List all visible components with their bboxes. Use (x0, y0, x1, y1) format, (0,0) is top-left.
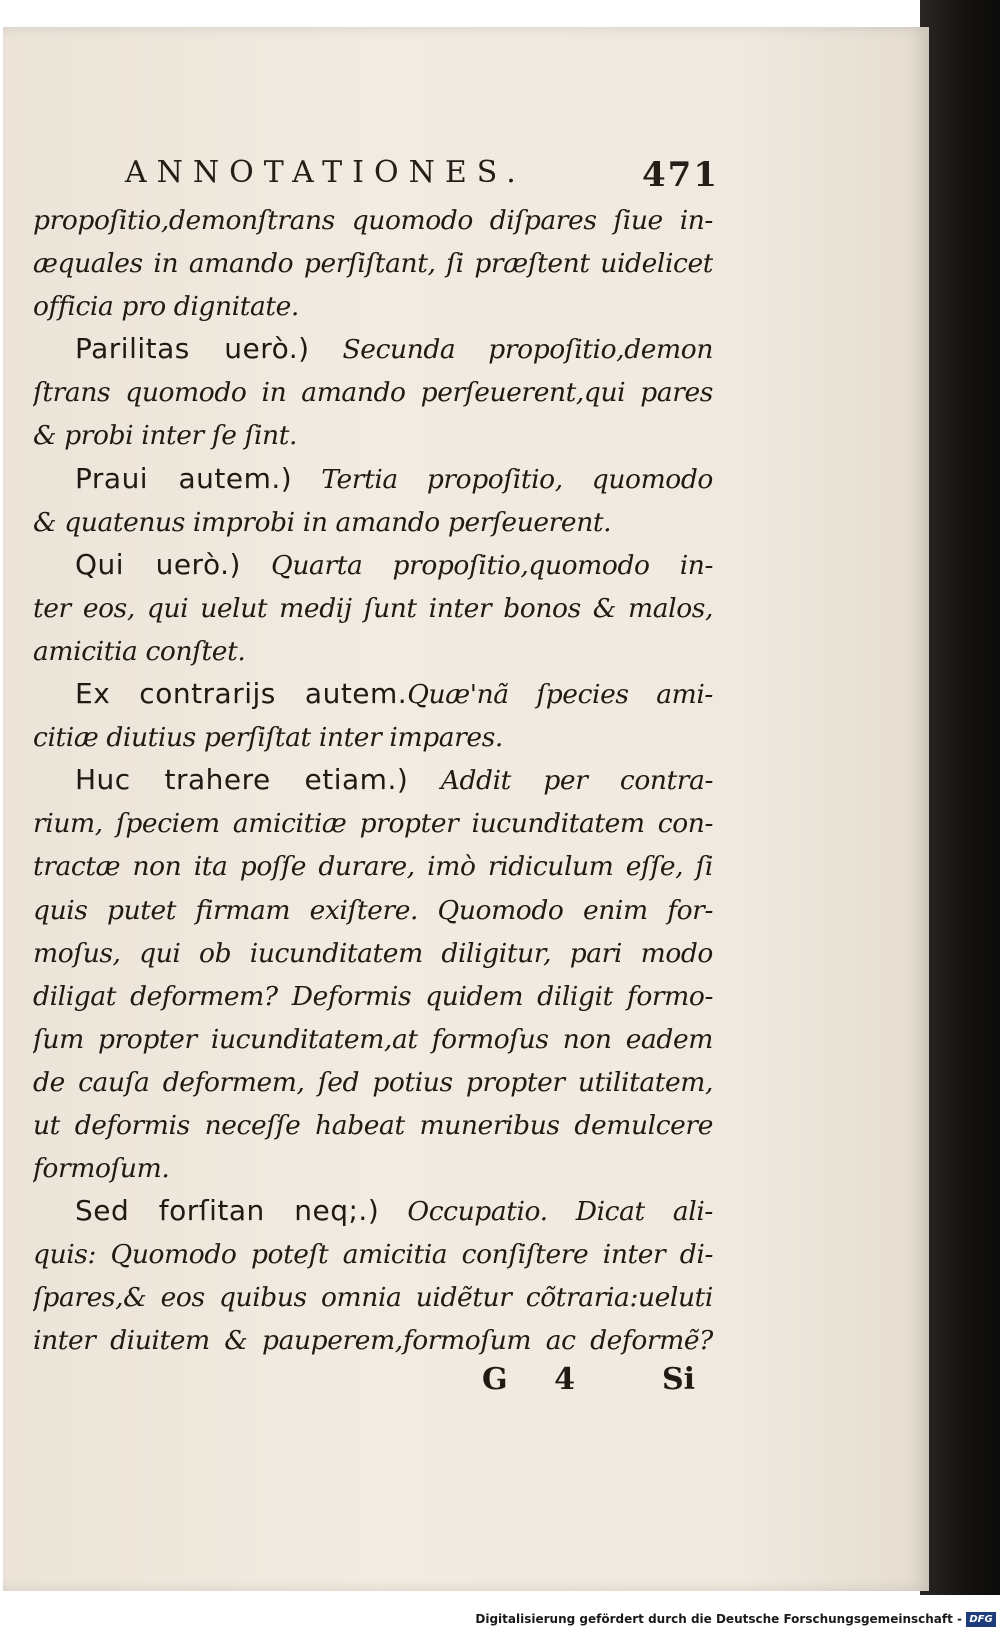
text-line (33, 974, 713, 1017)
text-line (33, 844, 713, 887)
line-text: Secunda propoſitio,demon (342, 334, 713, 366)
text-line (33, 715, 713, 758)
line-text: Tertia propoſitio, quomodo (321, 463, 713, 495)
text-line (33, 327, 713, 370)
line-text: propoſitio,demonſtrans quomodo diſpares ſiue in- (33, 205, 713, 236)
text-line (33, 1103, 713, 1146)
line-text: de cauſa deformem, ſed potius propter utilitatem, (33, 1066, 713, 1098)
page-text-block (33, 198, 713, 1362)
text-line (33, 1232, 713, 1275)
text-line (33, 457, 713, 500)
line-text: ſpares,& eos quibus omnia uidẽtur cõtraria:ueluti (33, 1282, 713, 1314)
line-text: moſus, qui ob iucunditatem diligitur, pari modo (33, 937, 713, 969)
text-line (33, 1275, 713, 1318)
line-text: quis: Quomodo poteſt amicitia conſiſtere inter di- (33, 1239, 713, 1271)
line-text: formoſum. (33, 1153, 170, 1185)
text-line (33, 629, 713, 672)
line-text: Quarta propoſitio,quomodo in- (271, 549, 713, 581)
line-text: amicitia conſtet. (33, 635, 246, 667)
dfg-logo: DFG (966, 1612, 996, 1627)
line-lemma: Huc trahere etiam.) (75, 763, 409, 797)
text-line (33, 801, 713, 844)
line-text: & probi inter ſe ſint. (33, 420, 297, 452)
page-number: 471 (642, 155, 719, 195)
text-line (33, 1189, 713, 1232)
line-text: quis putet firmam exiſtere. Quomodo enim for- (33, 894, 713, 926)
text-line (33, 284, 713, 327)
text-line (33, 241, 713, 284)
line-text: Addit per contra- (440, 765, 713, 797)
line-text: ut deformis neceſſe habeat muneribus demulcere (33, 1109, 713, 1141)
line-lemma: Qui uerò.) (75, 547, 241, 581)
line-lemma: Parilitas uerò.) (75, 332, 310, 366)
text-line (33, 1146, 713, 1189)
text-line (33, 758, 713, 801)
text-line (33, 198, 713, 241)
text-line (33, 500, 713, 543)
line-text: æquales in amando perſiſtant, ſi præſtent uidelicet (33, 248, 713, 280)
line-text: officia pro dignitate. (33, 291, 299, 323)
text-line (33, 370, 713, 413)
line-text: inter diuitem & pauperem,formoſum ac deformẽ? (33, 1325, 713, 1357)
book-edge-background (920, 0, 1000, 1595)
line-text: & quatenus improbi in amando perſeuerent. (33, 506, 612, 538)
running-head: ANNOTATIONES. (125, 155, 526, 190)
text-line (33, 888, 713, 931)
line-text: tractæ non ita poſſe durare, imò ridiculum eſſe, ſi (33, 851, 713, 883)
line-lemma: Sed forſitan neq;.) (75, 1194, 380, 1228)
signature-mark: G 4 (482, 1362, 593, 1397)
digitization-credit: Digitalisierung gefördert durch die Deutsche Forschungsgemeinschaft - (475, 1612, 962, 1626)
line-text: Occupatio. Dicat ali- (407, 1196, 713, 1228)
line-lemma: Praui autem.) (75, 461, 293, 495)
line-text: Quæ'nã ſpecies ami- (407, 679, 713, 711)
text-line (33, 543, 713, 586)
line-text: citiæ diutius perſiſtat inter impares. (33, 722, 503, 754)
text-line (33, 672, 713, 715)
line-text: ſum propter iucunditatem,at formoſus non eadem (33, 1023, 713, 1055)
text-line (33, 1017, 713, 1060)
text-line (33, 931, 713, 974)
line-text: ter eos, qui uelut medij ſunt inter bonos & malos, (33, 592, 713, 624)
catchword: Si (662, 1362, 696, 1397)
line-text: rium, ſpeciem amicitiæ propter iucunditatem con- (33, 808, 713, 840)
text-line (33, 586, 713, 629)
line-text: diligat deformem? Deformis quidem diligit formo- (33, 980, 713, 1012)
text-line (33, 413, 713, 456)
text-line (33, 1318, 713, 1361)
line-text: ſtrans quomodo in amando perſeuerent,qui pares (33, 377, 713, 409)
line-lemma: Ex contrarijs autem. (75, 677, 408, 711)
text-line (33, 1060, 713, 1103)
